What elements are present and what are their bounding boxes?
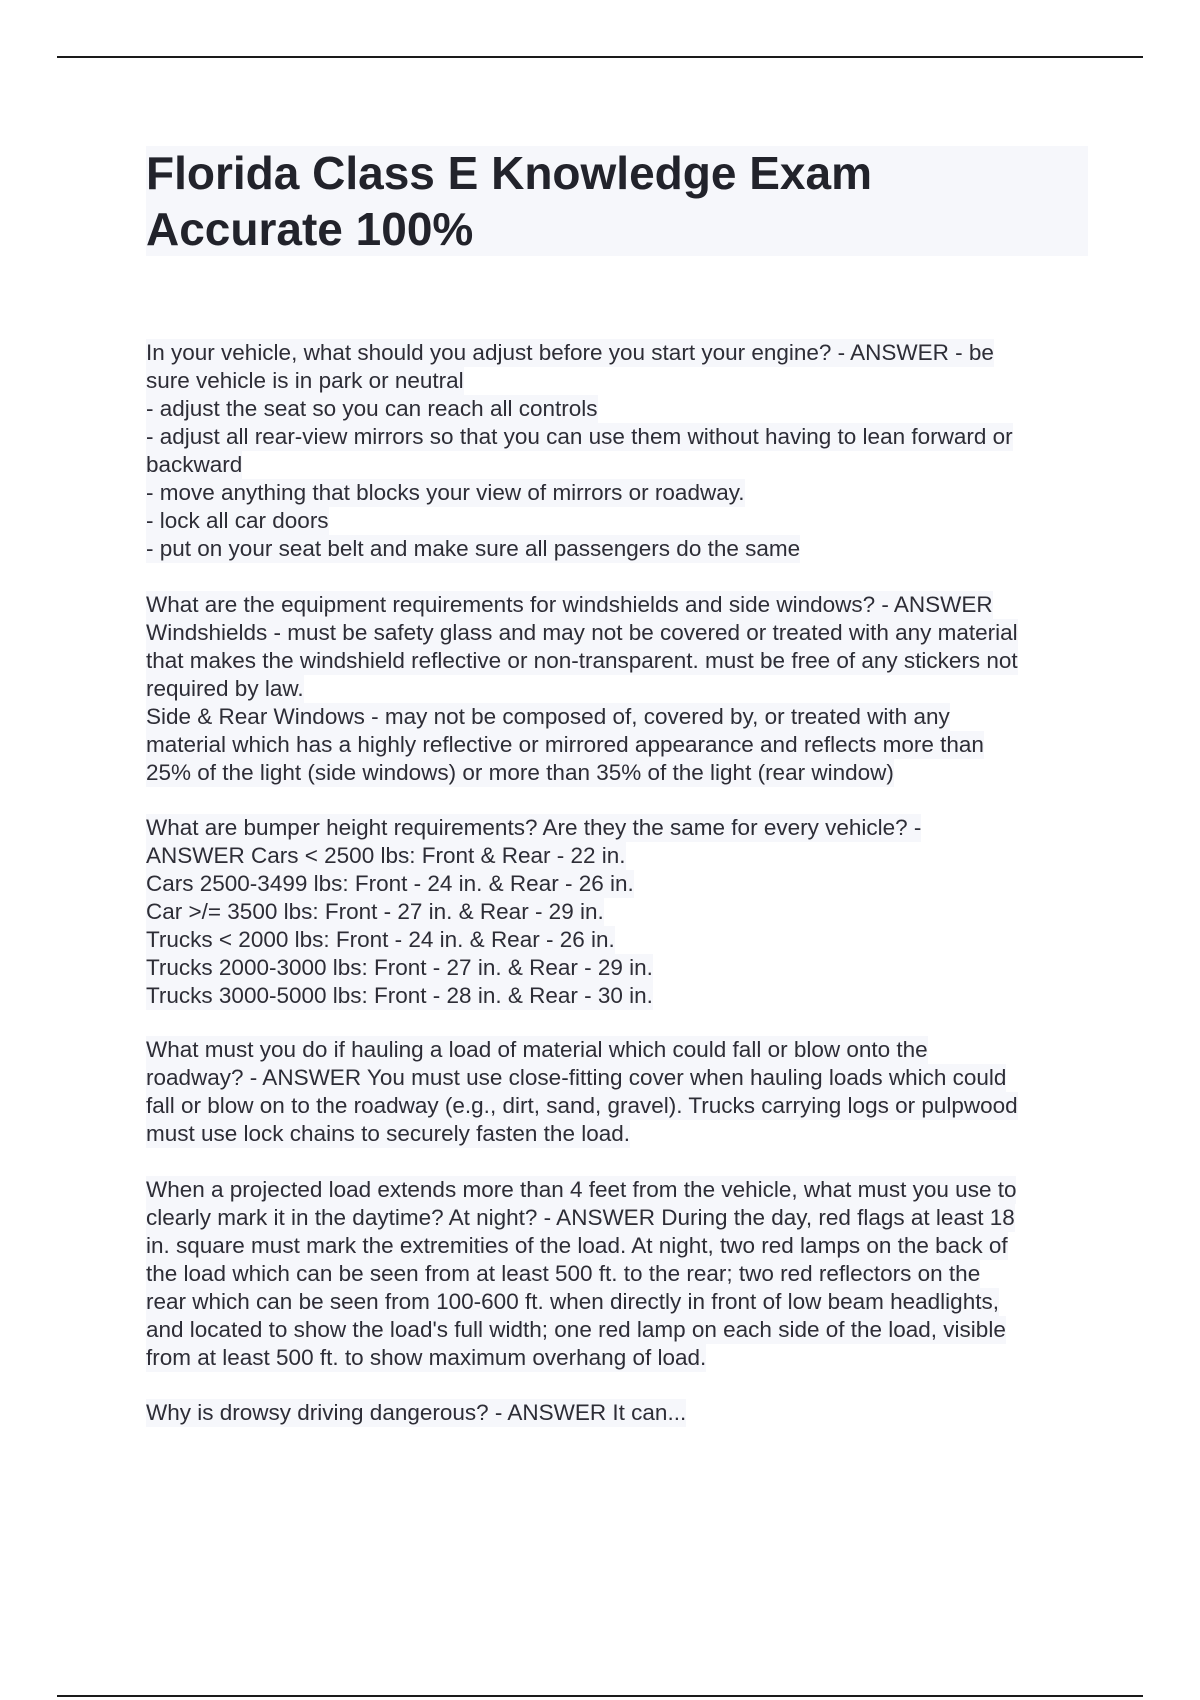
text-line: 25% of the light (side windows) or more than 35% of the light (rear window) — [146, 760, 894, 785]
qa-entry-1 — [146, 339, 1088, 563]
text-line: Trucks 2000-3000 lbs: Front - 27 in. & Rear - 29 in. — [146, 955, 653, 980]
text-line: from at least 500 ft. to show maximum overhang of load. — [146, 1345, 707, 1370]
text-line: in. square must mark the extremities of the load. At night, two red lamps on the back of — [146, 1233, 1008, 1258]
text-line: and located to show the load's full width; one red lamp on each side of the load, visible — [146, 1317, 1006, 1342]
text-line: What must you do if hauling a load of material which could fall or blow onto the — [146, 1037, 928, 1062]
document-title — [146, 146, 1088, 256]
text-line: What are bumper height requirements? Are they the same for every vehicle? - — [146, 815, 922, 840]
top-rule — [57, 56, 1143, 58]
text-line: Cars 2500-3499 lbs: Front - 24 in. & Rear - 26 in. — [146, 871, 634, 896]
text-line: that makes the windshield reflective or non-transparent. must be free of any stickers not — [146, 648, 1018, 673]
text-line: - adjust all rear-view mirrors so that you can use them without having to lean forward or — [146, 424, 1013, 449]
text-line: In your vehicle, what should you adjust before you start your engine? - ANSWER - be — [146, 340, 994, 365]
text-line: must use lock chains to securely fasten the load. — [146, 1121, 631, 1146]
bottom-rule — [57, 1695, 1143, 1697]
text-line: Side & Rear Windows - may not be composed of, covered by, or treated with any — [146, 704, 950, 729]
text-line: Trucks 3000-5000 lbs: Front - 28 in. & Rear - 30 in. — [146, 983, 653, 1008]
text-line: clearly mark it in the daytime? At night? - ANSWER During the day, red flags at least 18 — [146, 1205, 1015, 1230]
text-line: sure vehicle is in park or neutral — [146, 368, 464, 393]
text-line: roadway? - ANSWER You must use close-fitting cover when hauling loads which could — [146, 1065, 1007, 1090]
text-line: required by law. — [146, 676, 304, 701]
text-line: What are the equipment requirements for windshields and side windows? - ANSWER — [146, 592, 993, 617]
text-line: - move anything that blocks your view of mirrors or roadway. — [146, 480, 745, 505]
qa-entry-6 — [146, 1399, 1088, 1427]
qa-entry-4 — [146, 1036, 1088, 1148]
title-line-1: Florida Class E Knowledge Exam — [146, 147, 872, 199]
text-line: Trucks < 2000 lbs: Front - 24 in. & Rear - 26 in. — [146, 927, 615, 952]
text-line: material which has a highly reflective or mirrored appearance and reflects more than — [146, 732, 984, 757]
qa-entry-2 — [146, 591, 1088, 787]
text-line: - put on your seat belt and make sure all passengers do the same — [146, 536, 801, 561]
text-line: the load which can be seen from at least 500 ft. to the rear; two red reflectors on the — [146, 1261, 981, 1286]
title-line-2: Accurate 100% — [146, 203, 474, 255]
text-line: When a projected load extends more than 4 feet from the vehicle, what must you use to — [146, 1177, 1017, 1202]
text-line: rear which can be seen from 100-600 ft. when directly in front of low beam headlights, — [146, 1289, 999, 1314]
text-line: - lock all car doors — [146, 508, 329, 533]
text-line: fall or blow on to the roadway (e.g., dirt, sand, gravel). Trucks carrying logs or pulpwood — [146, 1093, 1018, 1118]
text-line: Why is drowsy driving dangerous? - ANSWER It can... — [146, 1400, 687, 1425]
text-line: Windshields - must be safety glass and may not be covered or treated with any material — [146, 620, 1018, 645]
text-line: ANSWER Cars < 2500 lbs: Front & Rear - 22 in. — [146, 843, 626, 868]
text-line: backward — [146, 452, 243, 477]
qa-entry-5 — [146, 1176, 1088, 1372]
qa-entry-3 — [146, 814, 1088, 1010]
text-line: - adjust the seat so you can reach all controls — [146, 396, 598, 421]
text-line: Car >/= 3500 lbs: Front - 27 in. & Rear - 29 in. — [146, 899, 604, 924]
